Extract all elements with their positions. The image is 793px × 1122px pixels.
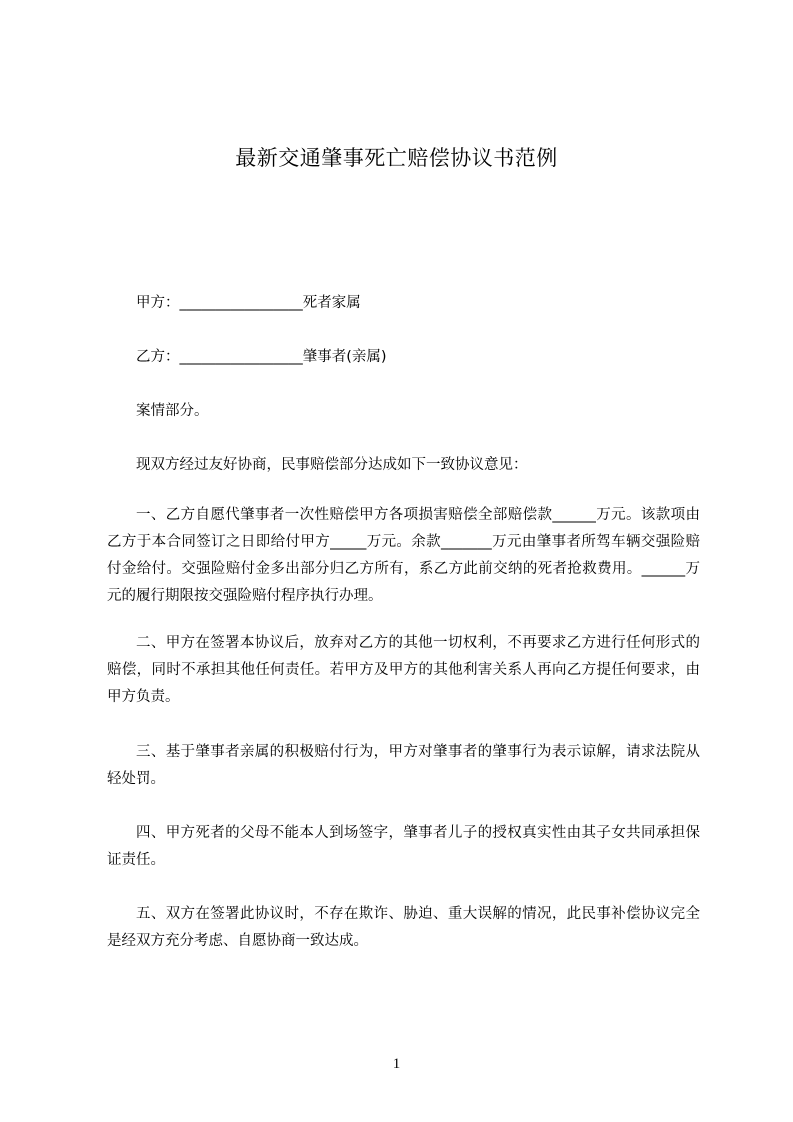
clause-2: 二、甲方在签署本协议后，放弃对乙方的其他一切权利，不再要求乙方进行任何形式的赔偿，同时不承担其他任何责任。若甲方及甲方的其他利害关系人再向乙方提任何要求，由甲方负责。 [107, 635, 700, 705]
document-title: 最新交通肇事死亡赔偿协议书范例 [235, 146, 558, 170]
party-b-line: 乙方：_________________肇事者(亲属) [136, 349, 387, 365]
case-section-heading: 案情部分。 [136, 403, 209, 419]
clause-4: 四、甲方死者的父母不能本人到场签字，肇事者儿子的授权真实性由其子女共同承担保证责任。 [107, 825, 700, 868]
party-a-line: 甲方：_________________死者家属 [136, 295, 361, 311]
intro-paragraph: 现双方经过友好协商，民事赔偿部分达成如下一致协议意见： [136, 457, 528, 473]
clause-3: 三、基于肇事者亲属的积极赔付行为，甲方对肇事者的肇事行为表示谅解，请求法院从轻处罚。 [107, 744, 700, 787]
page-number: 1 [392, 1056, 401, 1072]
clause-5: 五、双方在签署此协议时，不存在欺诈、胁迫、重大误解的情况，此民事补偿协议完全是经双方充分考虑、自愿协商一致达成。 [107, 906, 700, 949]
clause-1: 一、乙方自愿代肇事者一次性赔偿甲方各项损害赔偿全部赔偿款______万元。该款项由乙方于本合同签订之日即给付甲方_____万元。余款_______万元由肇事者所驾车辆交强险赔付金给付。交强险赔付金多出部分归乙方所有，系乙方此前交纳的死者抢救费用。______万元的履行期限按交强险赔付程序执行办理。 [107, 507, 700, 604]
